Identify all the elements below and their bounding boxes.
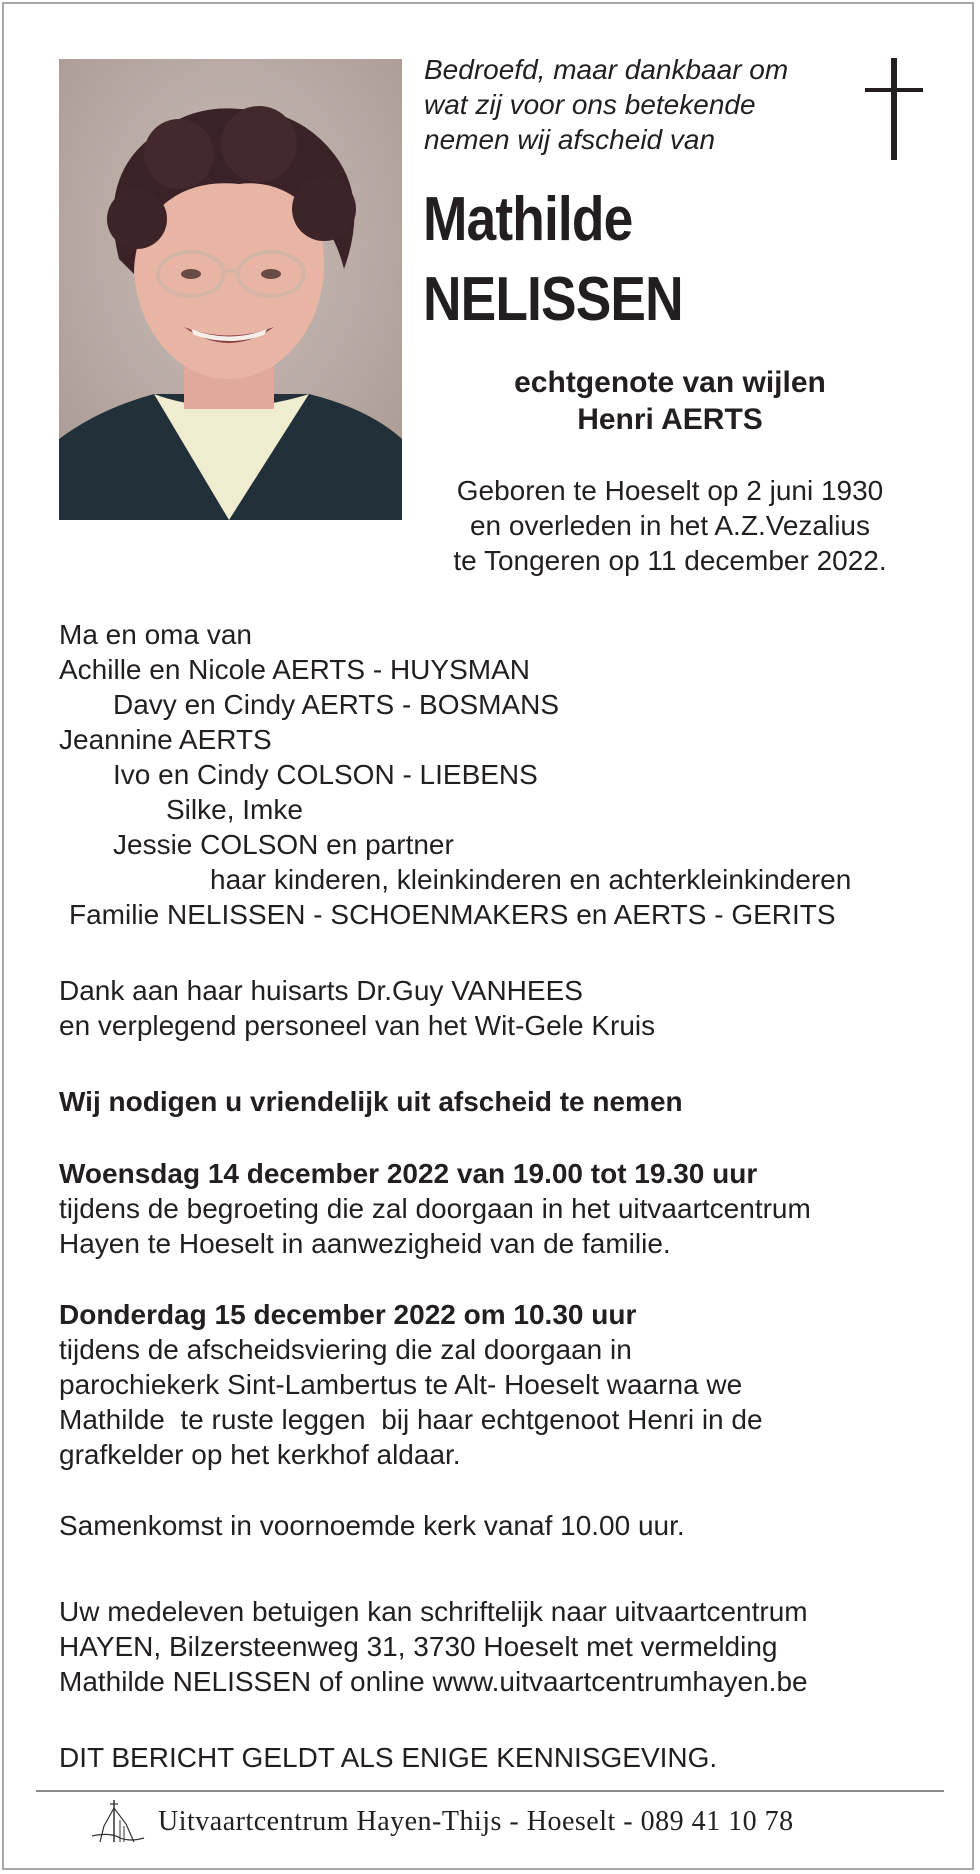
family-line: Ivo en Cindy COLSON - LIEBENS — [113, 759, 538, 790]
family-list — [59, 617, 939, 932]
wednesday-line: tijdens de begroeting die zal doorgaan in het uitvaartcentrum — [59, 1193, 811, 1224]
thanks-text — [59, 973, 939, 1043]
cross-icon — [865, 58, 923, 160]
birth-death-line: en overleden in het A.Z.Vezalius — [469, 510, 871, 541]
condolences-line: HAYEN, Bilzersteenweg 31, 3730 Hoeselt met vermelding — [59, 1631, 778, 1662]
spouse-text — [420, 364, 920, 438]
birth-death-text — [400, 473, 940, 578]
thursday-line: tijdens de afscheidsviering die zal doorgaan in — [59, 1334, 632, 1365]
family-line: haar kinderen, kleinkinderen en achterkleinkinderen — [210, 864, 852, 895]
condolences-line: Mathilde NELISSEN of online www.uitvaartcentrumhayen.be — [59, 1666, 808, 1697]
intro-line: nemen wij afscheid van — [424, 124, 716, 155]
deceased-name — [423, 180, 683, 340]
invitation-heading: Wij nodigen u vriendelijk uit afscheid te nemen — [59, 1086, 683, 1117]
family-line: Ma en oma van — [59, 619, 252, 650]
wednesday-section — [59, 1156, 939, 1261]
thanks-line: en verplegend personeel van het Wit-Gele Kruis — [59, 1010, 656, 1041]
thursday-line: parochiekerk Sint-Lambertus te Alt- Hoeselt waarna we — [59, 1369, 743, 1400]
family-line: Achille en Nicole AERTS - HUYSMAN — [59, 654, 530, 685]
last-name: NELISSEN — [423, 265, 683, 334]
thursday-line: Mathilde te ruste leggen bij haar echtgenoot Henri in de — [59, 1404, 763, 1435]
family-line: Jessie COLSON en partner — [113, 829, 454, 860]
church-logo-icon — [90, 1796, 146, 1848]
wednesday-line: Hayen te Hoeselt in aanwezigheid van de familie. — [59, 1228, 671, 1259]
portrait-photo — [59, 59, 402, 520]
intro-text — [424, 52, 864, 157]
birth-death-line: Geboren te Hoeselt op 2 juni 1930 — [456, 475, 884, 506]
family-line: Davy en Cindy AERTS - BOSMANS — [113, 689, 560, 720]
footer-contact: Uitvaartcentrum Hayen-Thijs - Hoeselt - 089 41 10 78 — [158, 1806, 794, 1837]
birth-death-line: te Tongeren op 11 december 2022. — [453, 545, 887, 576]
wednesday-heading: Woensdag 14 december 2022 van 19.00 tot 19.30 uur — [59, 1158, 758, 1189]
family-line: Jeannine AERTS — [59, 724, 272, 755]
intro-line: Bedroefd, maar dankbaar om — [424, 54, 789, 85]
family-line: Silke, Imke — [166, 794, 303, 825]
footer-divider — [36, 1790, 944, 1792]
intro-line: wat zij voor ons betekende — [424, 89, 756, 120]
thursday-heading: Donderdag 15 december 2022 om 10.30 uur — [59, 1299, 637, 1330]
spouse-line: echtgenote van wijlen — [514, 366, 826, 399]
first-name: Mathilde — [423, 185, 633, 254]
gathering-text: Samenkomst in voornoemde kerk vanaf 10.00 uur. — [59, 1510, 685, 1541]
condolences-text — [59, 1594, 939, 1699]
thursday-section — [59, 1297, 939, 1472]
family-line: Familie NELISSEN - SCHOENMAKERS en AERTS - GERITS — [69, 899, 836, 930]
official-notice: DIT BERICHT GELDT ALS ENIGE KENNISGEVING. — [59, 1742, 718, 1773]
thursday-line: grafkelder op het kerkhof aldaar. — [59, 1439, 461, 1470]
thanks-line: Dank aan haar huisarts Dr.Guy VANHEES — [59, 975, 583, 1006]
spouse-line: Henri AERTS — [577, 403, 763, 436]
condolences-line: Uw medeleven betuigen kan schriftelijk naar uitvaartcentrum — [59, 1596, 808, 1627]
